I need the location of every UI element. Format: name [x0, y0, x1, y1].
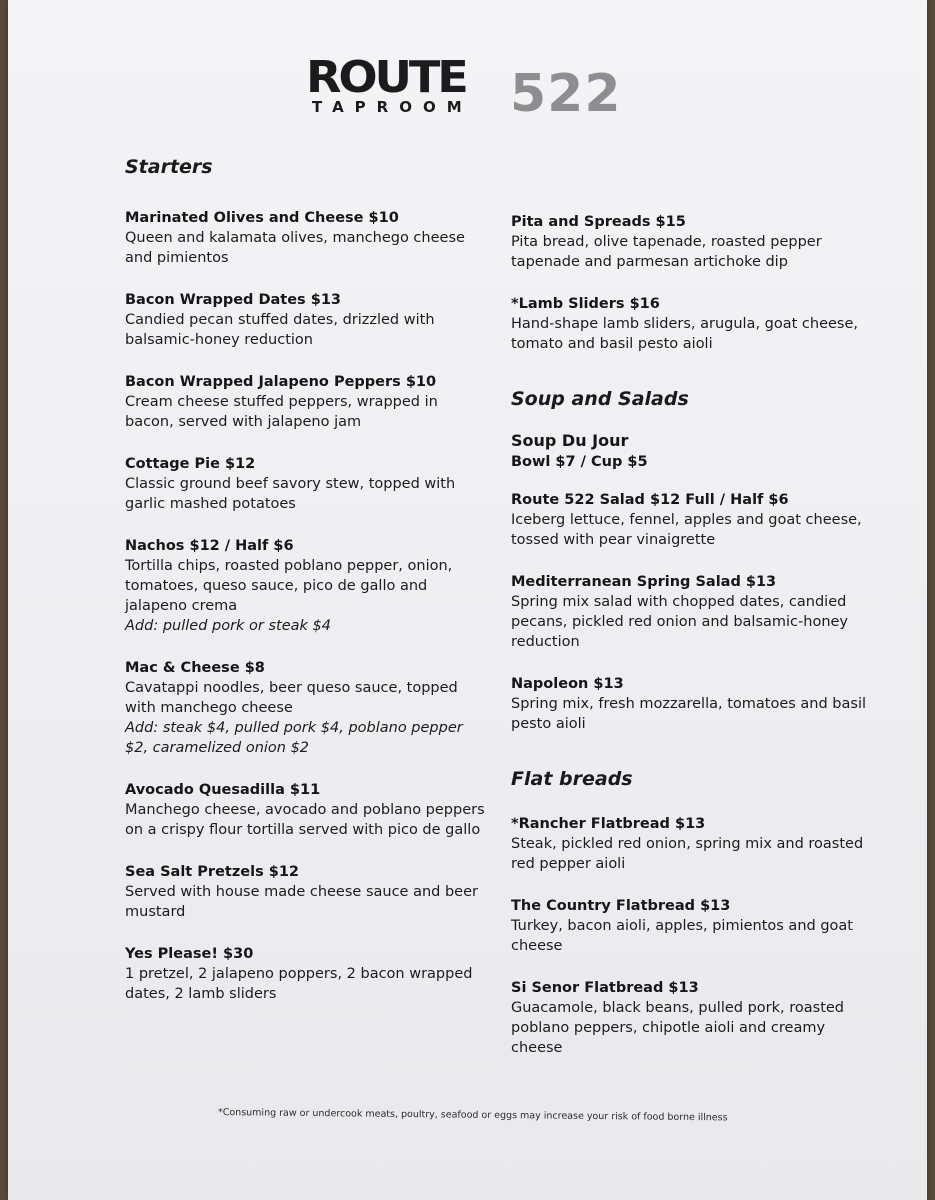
item-name: Bacon Wrapped Dates $13 [125, 292, 341, 308]
item-name: Pita and Spreads $15 [511, 214, 686, 230]
flat-breads-heading: Flat breads [511, 768, 633, 790]
item-name: The Country Flatbread $13 [511, 898, 731, 914]
item-description: Queen and kalamata olives, manchego cheese and pimientos [125, 230, 465, 266]
item-name: Nachos $12 / Half $6 [125, 538, 294, 554]
menu-item [125, 944, 485, 1004]
item-name: *Lamb Sliders $16 [511, 296, 660, 312]
item-name: Napoleon $13 [511, 676, 624, 692]
item-description: Tortilla chips, roasted poblano pepper, onion, tomatoes, queso sauce, pico de gallo and jalapeno crema [125, 558, 453, 614]
item-name: Yes Please! $30 [125, 946, 254, 962]
item-description: Pita bread, olive tapenade, roasted pepper tapenade and parmesan artichoke dip [511, 234, 822, 270]
item-description: 1 pretzel, 2 jalapeno poppers, 2 bacon wrapped dates, 2 lamb sliders [125, 966, 473, 1002]
menu-item [125, 658, 485, 758]
route-522-logo [306, 52, 666, 122]
item-name: Route 522 Salad $12 Full / Half $6 [511, 492, 789, 508]
menu-item [125, 372, 485, 432]
menu-item [125, 862, 485, 922]
item-description: Spring mix, fresh mozzarella, tomatoes and basil pesto aioli [511, 696, 867, 732]
menu-item [511, 212, 871, 272]
item-description: Classic ground beef savory stew, topped with garlic mashed potatoes [125, 476, 456, 512]
logo-number: 522 [510, 64, 622, 124]
item-description: Hand-shape lamb sliders, arugula, goat cheese, tomato and basil pesto aioli [511, 316, 859, 352]
menu-item [511, 978, 871, 1058]
right-column [511, 212, 871, 1080]
menu-item [125, 536, 485, 636]
item-description: Manchego cheese, avocado and poblano peppers on a crispy flour tortilla served with pico de gallo [125, 802, 485, 838]
item-description: Cavatappi noodles, beer queso sauce, topped with manchego cheese [125, 680, 458, 716]
item-description: Cream cheese stuffed peppers, wrapped in bacon, served with jalapeno jam [125, 394, 438, 430]
item-name: Sea Salt Pretzels $12 [125, 864, 300, 880]
starters-heading: Starters [125, 156, 213, 178]
item-description: Spring mix salad with chopped dates, candied pecans, pickled red onion and balsamic-honey reduction [511, 594, 849, 650]
logo-route: ROUTE [306, 52, 466, 103]
food-safety-footnote: *Consuming raw or undercook meats, poultry, seafood or eggs may increase your risk of food borne illness [217, 1107, 728, 1124]
item-name: Mediterranean Spring Salad $13 [511, 574, 777, 590]
item-description: Guacamole, black beans, pulled pork, roasted poblano peppers, chipotle aioli and creamy cheese [511, 1000, 845, 1056]
soup-and-salads-heading: Soup and Salads [511, 388, 689, 410]
menu-item [511, 294, 871, 354]
menu-item [511, 814, 871, 874]
menu-item [125, 208, 485, 268]
menu-item [511, 430, 871, 472]
item-name: Cottage Pie $12 [125, 456, 256, 472]
item-description: Candied pecan stuffed dates, drizzled with balsamic-honey reduction [125, 312, 435, 348]
item-name: Soup Du Jour [511, 431, 629, 450]
logo-taproom: TAPROOM [312, 98, 473, 116]
menu-item [511, 674, 871, 734]
menu-item [125, 780, 485, 840]
item-price: Bowl $7 / Cup $5 [511, 454, 648, 470]
item-description: Served with house made cheese sauce and beer mustard [125, 884, 478, 920]
item-description: Iceberg lettuce, fennel, apples and goat cheese, tossed with pear vinaigrette [511, 512, 862, 548]
menu-item [125, 454, 485, 514]
menu-item [511, 896, 871, 956]
item-name: Si Senor Flatbread $13 [511, 980, 699, 996]
item-name: Bacon Wrapped Jalapeno Peppers $10 [125, 374, 437, 390]
menu-item [511, 572, 871, 652]
item-description: Steak, pickled red onion, spring mix and roasted red pepper aioli [511, 836, 864, 872]
starters-column [125, 156, 485, 1026]
item-name: *Rancher Flatbread $13 [511, 816, 706, 832]
menu-item [511, 490, 871, 550]
item-name: Avocado Quesadilla $11 [125, 782, 321, 798]
item-name: Marinated Olives and Cheese $10 [125, 210, 399, 226]
item-name: Mac & Cheese $8 [125, 660, 265, 676]
menu-sheet [8, 0, 927, 1200]
item-description: Turkey, bacon aioli, apples, pimientos and goat cheese [511, 918, 853, 954]
item-addon: Add: steak $4, pulled pork $4, poblano pepper $2, caramelized onion $2 [125, 720, 463, 756]
item-addon: Add: pulled pork or steak $4 [125, 618, 331, 634]
menu-item [125, 290, 485, 350]
